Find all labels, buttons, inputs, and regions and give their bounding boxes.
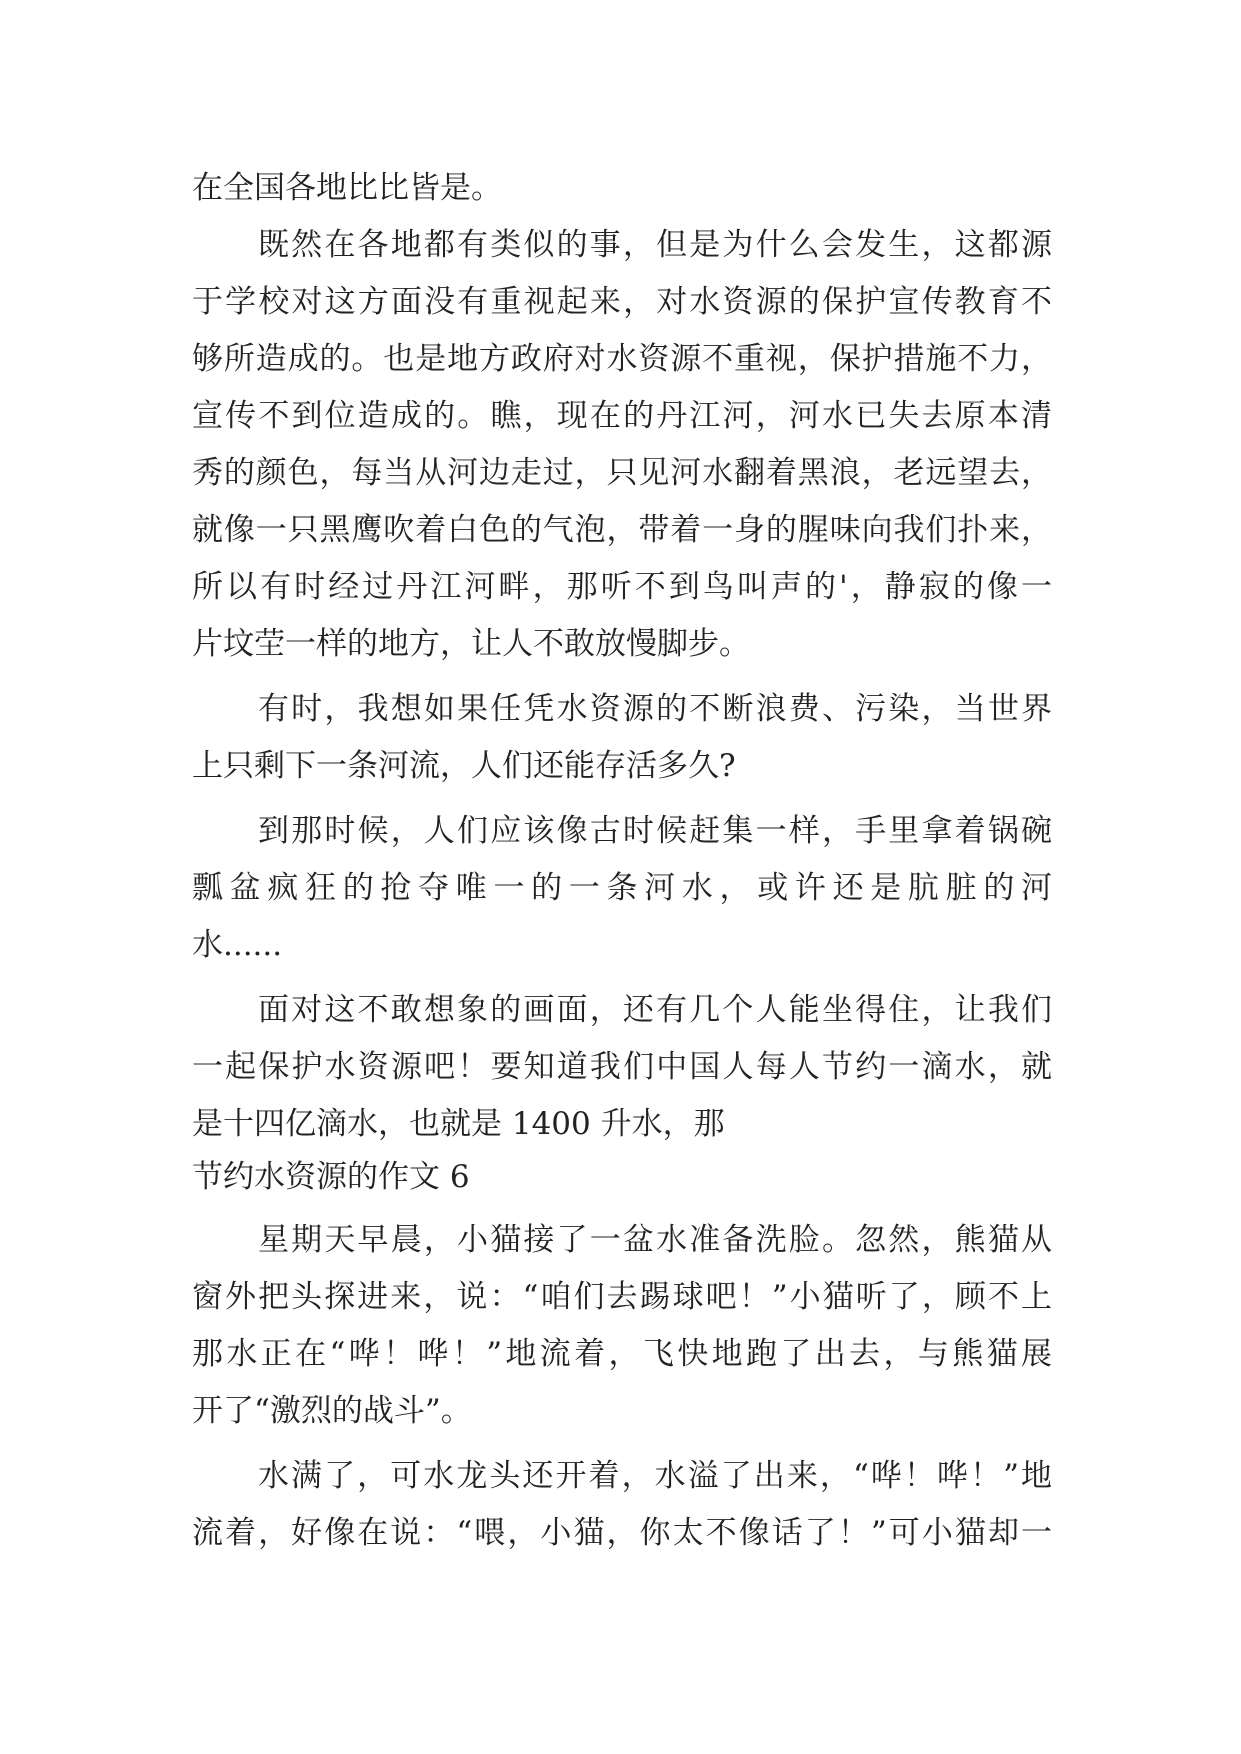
text-line: 就像一只黑鹰吹着白色的气泡，带着一身的腥味向我们扑来，	[192, 512, 1052, 548]
text-line: 所以有时经过丹江河畔，那听不到鸟叫声的'，静寂的像一	[192, 569, 1052, 605]
text-line: 窗外把头探进来，说：“咱们去踢球吧！”小猫听了，顾不上	[192, 1279, 1052, 1315]
text-line: 宣传不到位造成的。瞧，现在的丹江河，河水已失去原本清	[192, 398, 1052, 434]
text-line: 秀的颜色，每当从河边走过，只见河水翻着黑浪，老远望去，	[192, 455, 1052, 491]
text-line: 一起保护水资源吧！要知道我们中国人每人节约一滴水，就	[192, 1049, 1052, 1085]
text-line: 开了“激烈的战斗”。	[192, 1393, 472, 1429]
text-line: 是十四亿滴水，也就是 1400 升水，那	[192, 1106, 725, 1142]
text-line: 面对这不敢想象的画面，还有几个人能坐得住，让我们	[258, 992, 1052, 1028]
text-line: 流着，好像在说：“喂，小猫，你太不像话了！”可小猫却一	[192, 1515, 1052, 1551]
text-line: 够所造成的。也是地方政府对水资源不重视，保护措施不力，	[192, 341, 1052, 377]
text-line: 星期天早晨，小猫接了一盆水准备洗脸。忽然，熊猫从	[258, 1222, 1052, 1258]
text-line: 在全国各地比比皆是。	[192, 170, 502, 206]
text-line: 瓢盆疯狂的抢夺唯一的一条河水，或许还是肮脏的河	[192, 870, 1052, 906]
text-line: 水......	[192, 927, 283, 963]
section-heading: 节约水资源的作文 6	[192, 1159, 470, 1195]
text-line: 既然在各地都有类似的事，但是为什么会发生，这都源	[258, 227, 1052, 263]
text-line: 那水正在“哗！哗！”地流着，飞快地跑了出去，与熊猫展	[192, 1336, 1052, 1372]
text-line: 片坟茔一样的地方，让人不敢放慢脚步。	[192, 626, 750, 662]
text-line: 于学校对这方面没有重视起来，对水资源的保护宣传教育不	[192, 284, 1052, 320]
text-line: 到那时候，人们应该像古时候赶集一样，手里拿着锅碗	[258, 813, 1052, 849]
text-line: 水满了，可水龙头还开着，水溢了出来，“哗！哗！”地	[258, 1458, 1052, 1494]
text-line: 上只剩下一条河流，人们还能存活多久?	[192, 748, 736, 784]
text-line: 有时，我想如果任凭水资源的不断浪费、污染，当世界	[258, 691, 1052, 727]
